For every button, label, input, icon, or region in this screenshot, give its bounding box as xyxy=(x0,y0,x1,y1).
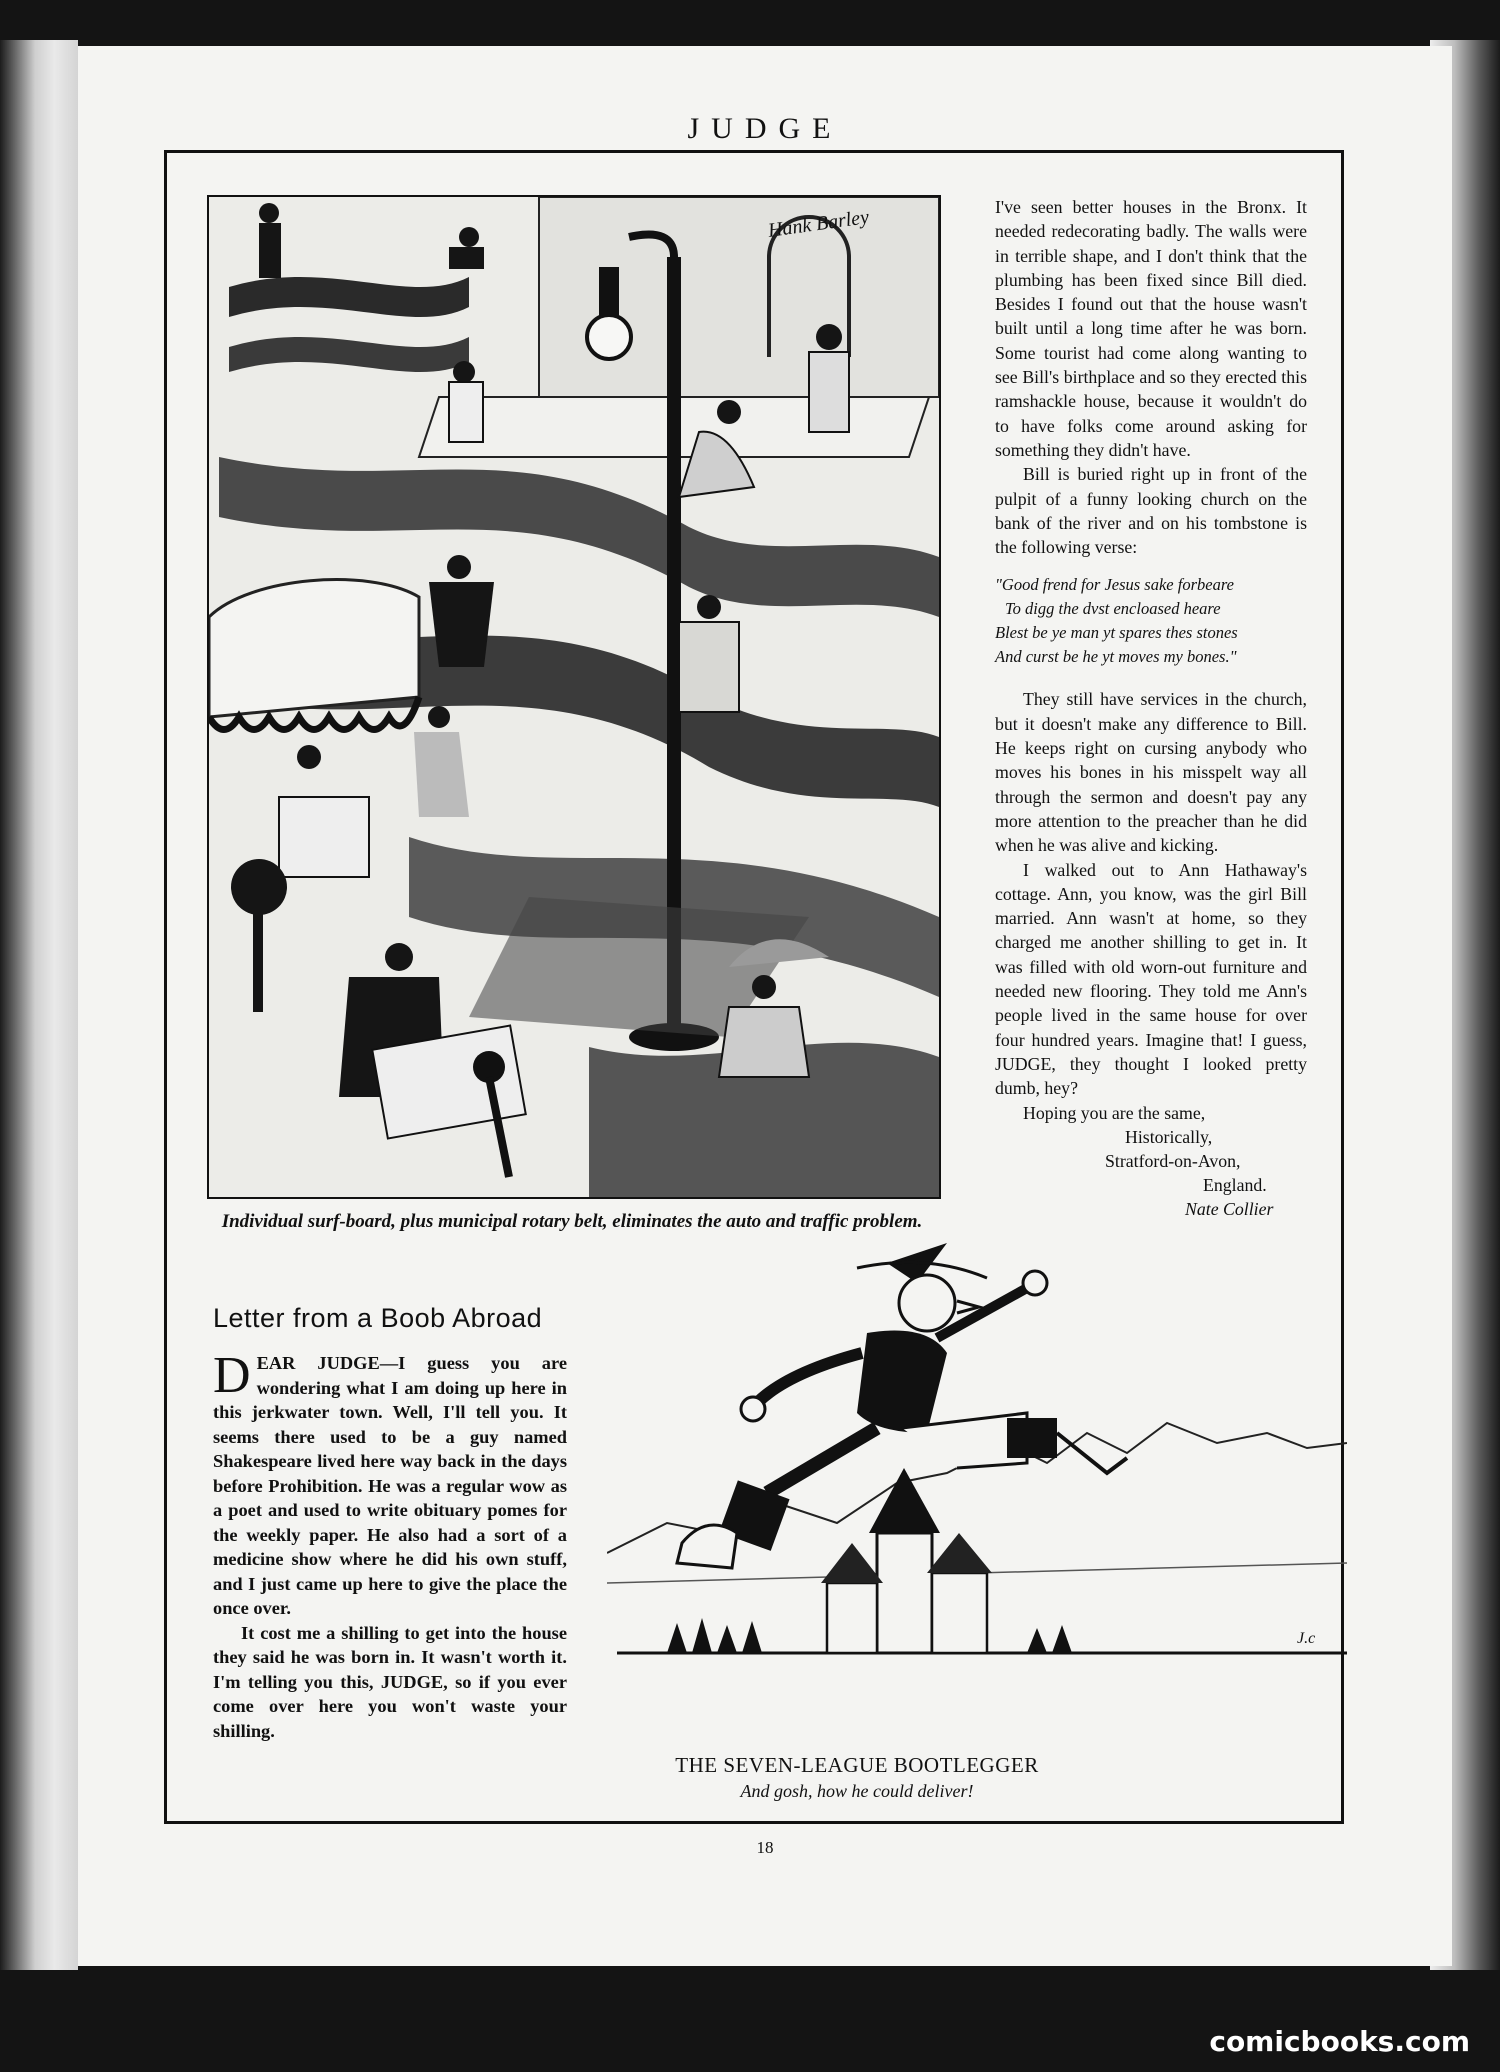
verse-line: And curst be he yt moves my bones." xyxy=(995,647,1237,667)
paragraph-text: —I guess you are wondering what I am doing up here in this jerkwater town. Well, I'll tell you. It seems there used to be a guy named Shakespeare lived here way back in the days before Prohibition. He was a regular wow as a poet and used to write obituary pomes for the weekly paper. He also had a sort of a medicine show where he did his own stuff, and I just came up here to give the place the once over. xyxy=(213,1353,567,1618)
epitaph-verse xyxy=(995,573,1307,669)
magazine-page xyxy=(78,46,1452,1966)
article-title: Letter from a Boob Abroad xyxy=(213,1303,543,1333)
article-paragraph xyxy=(213,1347,567,1621)
verse-line: To digg the dvst encloased heare xyxy=(1005,599,1221,619)
judge-smallcaps: JUDGE xyxy=(380,1671,444,1692)
letter-closing xyxy=(995,1101,1307,1221)
article-paragraph xyxy=(213,1621,567,1744)
book-spine-left xyxy=(0,40,78,1970)
article-paragraph: Bill is buried right up in front of the pulpit of a funny looking church on the bank of the river and on his tombstone is the following verse: xyxy=(995,464,1307,558)
site-watermark: comicbooks.com xyxy=(1209,2025,1470,2058)
salutation: EAR JUDGE xyxy=(256,1353,380,1373)
surfboard-cartoon-illustration xyxy=(209,197,939,1197)
verse-line: Blest be ye man yt spares thes stones xyxy=(995,623,1238,643)
bootlegger-signature: J.c xyxy=(1297,1630,1316,1647)
article-body-right xyxy=(995,195,1307,1221)
cartoon-signature: Hank Barley xyxy=(766,206,871,242)
closing-line: Stratford-on-Avon, xyxy=(1105,1150,1241,1171)
article-paragraph xyxy=(995,858,1307,1101)
paragraph-text: , so if you ever come over here you won't waste your shilling. xyxy=(213,1671,567,1741)
closing-line: Hoping you are the same, xyxy=(1023,1102,1206,1123)
closing-line: England. xyxy=(1203,1174,1267,1195)
cartoon-caption: Individual surf-board, plus municipal rotary belt, eliminates the auto and traffic problem. xyxy=(221,1211,923,1232)
author-name: Nate Collier xyxy=(1185,1198,1274,1219)
bootlegger-subtitle: And gosh, how he could deliver! xyxy=(740,1781,974,1801)
paragraph-text: , they thought I looked pretty dumb, hey? xyxy=(995,1053,1307,1099)
closing-line: Historically, xyxy=(1125,1126,1213,1147)
paragraph-text: I walked out to Ann Hathaway's cottage. Ann, you know, was the girl Bill married. Ann wasn't at home, so they charged me another shilling to get in. It was filled with old worn-out furniture and needed new flooring. They told me Ann's people lived in the same house for over four hundred years. Imagine that! I guess, xyxy=(995,859,1307,1050)
running-head: JUDGE xyxy=(687,112,843,145)
article-paragraph: I've seen better houses in the Bronx. It needed redecorating badly. The walls were in terrible shape, and I don't think that the plumbing has been fixed since Bill died. Besides I found out that the house wasn't built until a long time after he was born. Some tourist had come along wanting to see Bill's birthplace and so they erected this ramshackle house, because it wouldn't do to have folks come around asking for something they didn't have. xyxy=(995,197,1307,460)
surfboard-cartoon xyxy=(207,195,941,1199)
bootlegger-title: THE SEVEN-LEAGUE BOOTLEGGER xyxy=(675,1753,1039,1777)
article-paragraph: They still have services in the church, but it doesn't make any difference to Bill. He keeps right on cursing anybody who moves his bones in his misspelt way all through the sermon and doesn't pay any more attention to the preacher than he did when he was alive and kicking. xyxy=(995,689,1307,856)
bootlegger-cartoon xyxy=(607,1233,1347,1753)
page-number: 18 xyxy=(756,1838,774,1857)
article-body-left xyxy=(213,1347,567,1743)
content-frame xyxy=(164,150,1344,1824)
paragraph-text: It cost me a shilling to get into the house they said he was born in. It wasn't worth it. I'm telling you this, xyxy=(213,1622,567,1692)
judge-smallcaps: JUDGE xyxy=(995,1053,1052,1074)
drop-cap: D xyxy=(213,1347,251,1404)
verse-line: "Good frend for Jesus sake forbeare xyxy=(995,575,1234,595)
